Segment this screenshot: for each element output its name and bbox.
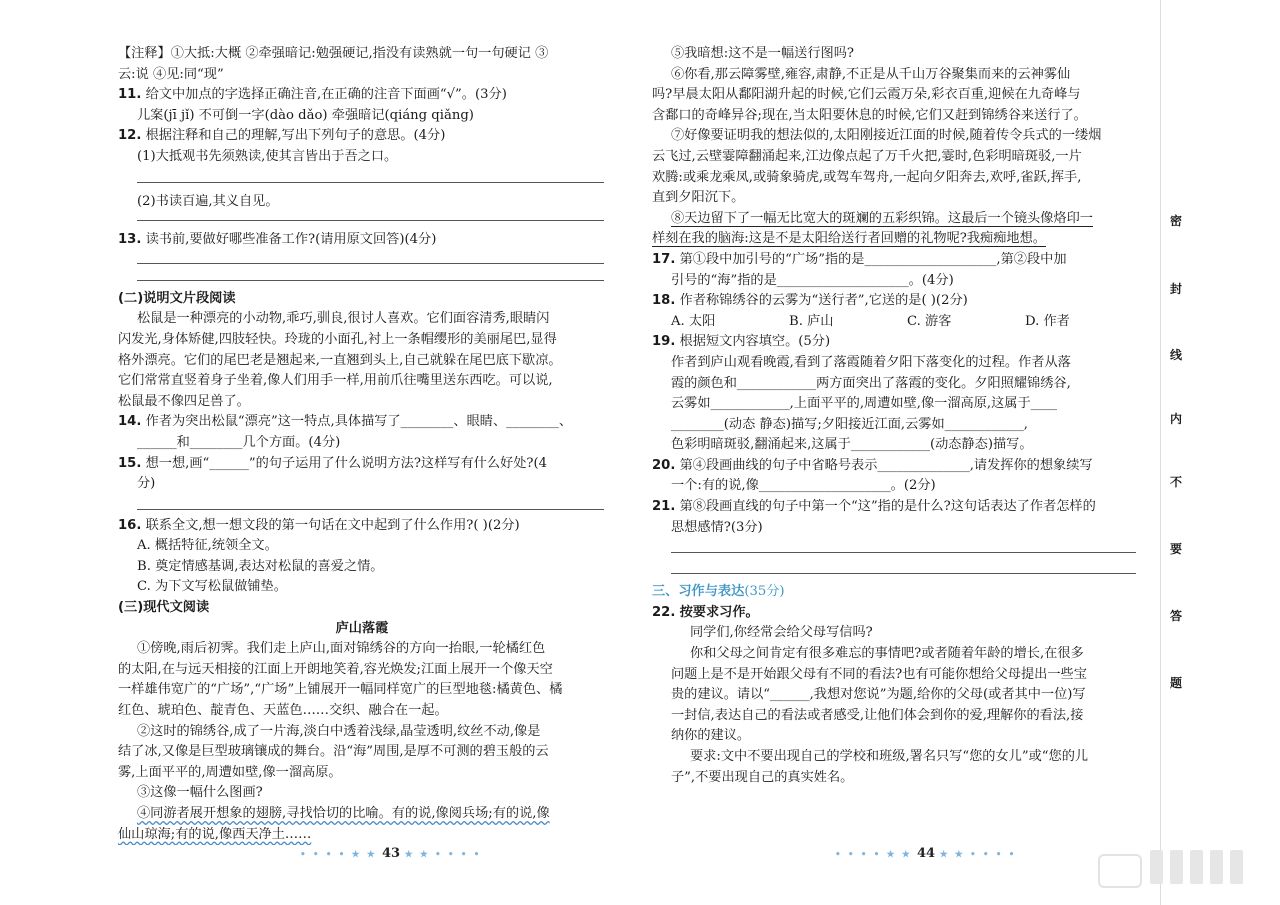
passage-line: 云飞过,云壁霎障翻涌起来,江边像点起了万千火把,霎时,色彩明暗斑驳,一片 — [652, 148, 1082, 164]
decor-dots: • • • • ★ ★ — [835, 850, 917, 860]
question-13: 13. 读书前,要做好哪些准备工作?(请用原文回答)(4分) — [118, 232, 437, 248]
decor-dots: ★ ★ • • • • — [939, 850, 1017, 860]
passage-line: ②这时的锦绣谷,成了一片海,淡白中透着浅绿,晶莹透明,纹丝不动,像是 — [137, 723, 541, 739]
option-b[interactable]: B. 庐山 — [789, 313, 834, 329]
question-20: 20. 第④段画曲线的句子中省略号表示______________,请发挥你的想象续写 — [652, 457, 1093, 473]
seal-char: 封 — [1169, 282, 1182, 296]
page-number-right: • • • • ★ ★ 44 ★ ★ • • • • — [835, 846, 1017, 861]
question-11: 11. 给文中加点的字选择正确注音,在正确的注音下面画“√”。(3分) — [118, 87, 507, 103]
passage-title: 庐山落霞 — [335, 620, 389, 636]
question-20-line-2: 一个:有的说,像____________________。(2分) — [671, 478, 936, 494]
passage-line: ⑥你看,那云障雾壁,雍容,肃静,不正是从千山万谷聚集而来的云神雾仙 — [671, 66, 1071, 82]
watermark-bar — [1190, 850, 1203, 884]
passage-line: 它们常常直竖着身子坐着,像人们用手一样,用前爪往嘴里送东西吃。可以说, — [118, 373, 553, 389]
answer-line[interactable] — [137, 212, 604, 221]
annotation-note — [118, 44, 606, 85]
answer-line[interactable] — [137, 266, 604, 281]
right-page — [652, 44, 1138, 788]
question-22: 22. 按要求习作。 — [652, 604, 759, 620]
watermark-icon — [1098, 854, 1142, 888]
answer-line[interactable] — [137, 495, 604, 510]
decor-dots: ★ ★ • • • • — [404, 850, 482, 860]
writing-requirement-line: 要求:文中不要出现自己的学校和班级,署名只写“您的女儿”或“您的儿 — [690, 749, 1089, 764]
writing-prompt-line: 纳你的建议。 — [671, 728, 751, 744]
passage-line: 一样雄伟宽广的“广场”,“广场”上铺展开一幅同样宽广的巨型地毯:橘黄色、橘 — [118, 682, 563, 698]
writing-prompt-line: 问题上是不是开始跟父母有不同的看法?也有可能你想给父母提出一些宝 — [671, 666, 1087, 682]
seal-char: 线 — [1169, 348, 1182, 362]
option-b[interactable]: B. 奠定情感基调,表达对松鼠的喜爱之情。 — [137, 558, 384, 574]
question-15-line-2: 分) — [137, 476, 156, 492]
binding-margin-line — [1160, 0, 1161, 905]
note-line-1: 【注释】①大抵:大概 ②牵强暗记:勉强硬记,指没有读熟就一句一句硬记 ③ — [118, 46, 549, 61]
left-page — [118, 44, 606, 845]
seal-char: 密 — [1169, 214, 1182, 228]
question-16: 16. 联系全文,想一想文段的第一句话在文中起到了什么作用?( )(2分) — [118, 517, 520, 533]
option-a[interactable]: A. 概括特征,统领全文。 — [137, 538, 278, 554]
seal-char: 答 — [1169, 609, 1182, 623]
passage-line: 格外漂亮。它们的尾巴老是翘起来,一直翘到头上,自己就躲在尾巴底下歇凉。 — [118, 352, 562, 368]
watermark-bar — [1230, 850, 1243, 884]
question-21-line-2: 思想感情?(3分) — [671, 519, 763, 535]
question-19-line: 作者到庐山观看晚霞,看到了落霞随着夕阳下落变化的过程。作者从落 — [671, 354, 1071, 370]
writing-prompt-line: 一封信,表达自己的看法或者感受,让他们体会到你的爱,理解你的看法,接 — [671, 707, 1084, 723]
seal-char: 要 — [1169, 542, 1182, 556]
section-writing-heading: 三、习作与表达(35分) — [652, 584, 785, 600]
passage-line: 吗?早晨太阳从鄱阳湖升起的时候,它们云霞万朵,彩衣百重,迎候在九奇峰与 — [652, 87, 1081, 103]
question-15: 15. 想一想,画“______”的句子运用了什么说明方法?这样写有什么好处?(4 — [118, 455, 547, 471]
watermark-bar — [1170, 850, 1183, 884]
question-19: 19. 根据短文内容填空。(5分) — [652, 334, 831, 350]
decor-dots: • • • • ★ ★ — [300, 850, 382, 860]
passage-line: 闪发光,身体矫健,四肢轻快。玲珑的小面孔,衬上一条帽缨形的美丽尾巴,显得 — [118, 331, 557, 347]
section-3-heading: (三)现代文阅读 — [118, 600, 210, 616]
option-c[interactable]: C. 游客 — [907, 313, 952, 329]
page-number-left: • • • • ★ ★ 43 ★ ★ • • • • — [300, 846, 482, 861]
writing-prompt-line: 贵的建议。请以“______,我想对您说”为题,给你的父母(或者其中一位)写 — [671, 687, 1086, 703]
passage-line: 仙山琼海;有的说,像西天净土…… — [118, 826, 312, 842]
section-2-heading: (二)说明文片段阅读 — [118, 290, 236, 306]
question-17-line-2: 引号的“海”指的是____________________。(4分) — [671, 272, 954, 288]
passage-line: ⑧天边留下了一幅无比宽大的斑斓的五彩织锦。这最后一个镜头像烙印一 — [671, 210, 1093, 226]
passage-line: 结了冰,又像是巨型玻璃镶成的舞台。沿“海”周围,是厚不可测的碧玉般的云 — [118, 744, 549, 760]
question-17: 17. 第①段中加引号的“广场”指的是____________________,第②段中加 — [652, 251, 1067, 267]
question-12-sub-2: (2)书读百遍,其义自见。 — [137, 193, 279, 209]
option-d[interactable]: D. 作者 — [1025, 313, 1070, 329]
passage-line: 松鼠是一种漂亮的小动物,乖巧,驯良,很讨人喜欢。它们面容清秀,眼睛闪 — [137, 311, 550, 327]
question-11-options: 儿案(jī jǐ) 不可倒一字(dào dǎo) 牵强暗记(qiáng qiǎng) — [137, 107, 474, 123]
question-19-line: 色彩明暗斑驳,翻涌起来,这属于____________(动态静态)描写。 — [671, 437, 1033, 453]
question-12: 12. 根据注释和自己的理解,写出下列句子的意思。(4分) — [118, 128, 446, 144]
question-14-line-2: ______和________几个方面。(4分) — [137, 434, 341, 450]
question-19-line: ________(动态 静态)描写;夕阳接近江面,云雾如____________, — [671, 416, 1028, 432]
passage-line: ③这像一幅什么图画? — [137, 785, 263, 801]
passage-line: 含鄱口的奇峰异谷;现在,当太阳要休息的时候,它们又赶到锦绣谷来送行了。 — [652, 107, 1087, 123]
passage-lushan — [118, 639, 606, 845]
question-19-line: 云雾如____________,上面平平的,周遭如壁,像一溜高原,这属于____ — [671, 396, 1058, 412]
question-18-options — [652, 312, 1138, 333]
answer-line[interactable] — [671, 555, 1136, 574]
writing-prompt-line: 你和父母之间肯定有很多难忘的事情吧?或者随着年龄的增长,在很多 — [690, 646, 1084, 662]
passage-line: ⑦好像要证明我的想法似的,太阳刚接近江面的时候,随着传令兵式的一缕烟 — [671, 128, 1102, 144]
answer-line[interactable] — [137, 251, 604, 264]
note-line-2: 云:说 ④见:同“现” — [118, 66, 224, 82]
passage-squirrel — [118, 309, 606, 412]
passage-line: 样刻在我的脑海:这是不是太阳给送行者回赠的礼物呢?我痴痴地想。 — [652, 231, 1046, 247]
question-14: 14. 作者为突出松鼠“漂亮”这一特点,具体描写了________、眼睛、________、 — [118, 414, 573, 430]
watermark-bar — [1150, 850, 1163, 884]
question-18: 18. 作者称锦绣谷的云雾为“送行者”,它送的是( )(2分) — [652, 293, 968, 309]
passage-line: 红色、琥珀色、靛青色、天蓝色……交织、融合在一起。 — [118, 703, 448, 719]
passage-line: 雾,上面平平的,周遭如壁,像一溜高原。 — [118, 764, 342, 780]
question-12-sub-1: (1)大抵观书先须熟读,使其言皆出于吾之口。 — [137, 148, 398, 164]
seal-char: 内 — [1169, 412, 1182, 426]
passage-line: ①傍晚,雨后初霁。我们走上庐山,面对锦绣谷的方向一抬眼,一轮橘红色 — [137, 641, 546, 657]
passage-line: 欢腾:或乘龙乘凤,或骑象骑虎,或驾车驾舟,一起向夕阳奔去,欢呼,雀跃,挥手, — [652, 169, 1082, 185]
writing-prompt-line: 同学们,你经常会给父母写信吗? — [690, 625, 873, 641]
passage-line: 松鼠最不像四足兽了。 — [118, 393, 250, 409]
option-c[interactable]: C. 为下文写松鼠做铺垫。 — [137, 579, 287, 595]
passage-line: 直到夕阳沉下。 — [652, 190, 745, 206]
passage-line: ⑤我暗想:这不是一幅送行图吗? — [671, 46, 854, 61]
answer-line[interactable] — [137, 168, 604, 183]
answer-line[interactable] — [671, 538, 1136, 553]
passage-continued — [652, 44, 1138, 250]
seal-char: 题 — [1169, 676, 1182, 690]
passage-line: 的太阳,在与远天相接的江面上开朗地笑着,容光焕发;江面上展开一个像天空 — [118, 661, 553, 677]
question-19-line: 霞的颜色和____________两方面突出了落霞的变化。夕阳照耀锦绣谷, — [671, 375, 1071, 391]
watermark-bar — [1210, 850, 1223, 884]
watermark-logo — [1098, 848, 1258, 888]
seal-char: 不 — [1169, 475, 1182, 489]
passage-line: ④同游者展开想象的翅膀,寻找恰切的比喻。有的说,像阅兵场;有的说,像 — [137, 806, 550, 821]
question-21: 21. 第⑧段画直线的句子中第一个“这”指的是什么?这句话表达了作者怎样的 — [652, 499, 1096, 515]
writing-requirement-line: 子”,不要出现自己的真实姓名。 — [671, 769, 854, 785]
option-a[interactable]: A. 太阳 — [671, 313, 716, 329]
